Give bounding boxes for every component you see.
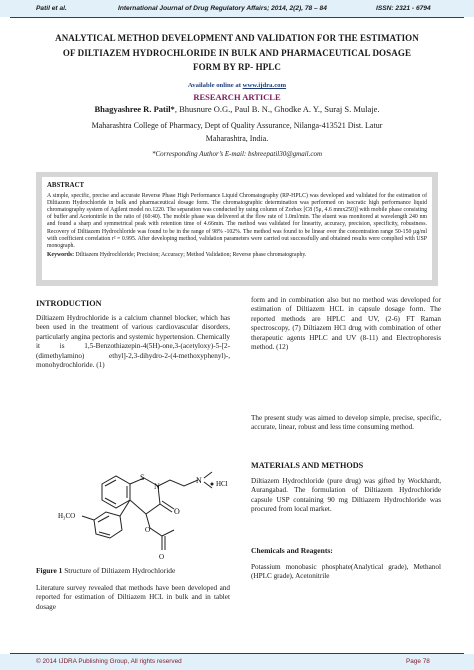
title-line-1: ANALYTICAL METHOD DEVELOPMENT AND VALIDATION FOR THE ESTIMATION	[55, 33, 419, 43]
header-rule	[10, 17, 464, 18]
carbonyl-oxygen-label: O	[174, 507, 180, 516]
keywords-list: Diltiazem Hydrochloride; Precision; Accuracy; Method Validation; Reverse phase chromatography.	[74, 251, 307, 258]
journal-link[interactable]: www.ijdra.com	[242, 82, 287, 89]
chemicals-heading: Chemicals and Reagents:	[251, 546, 333, 555]
figure-1-caption	[36, 566, 175, 575]
intro-paragraph-2: Literature survey revealed that methods have been developed and reported for estimation of Diltiazem HCL in bulk and in tablet dosage	[36, 584, 230, 611]
acetyl-oxygen-label: O	[159, 553, 165, 561]
abstract-box	[42, 177, 432, 280]
right-paragraph-2: The present study was aimed to develop simple, precise, specific, accurate, linear, robust and less time consuming method.	[251, 414, 441, 432]
keywords	[47, 252, 427, 259]
benzo-ring	[102, 476, 130, 508]
intro-paragraph-1: Diltiazem Hydrochloride is a calcium channel blocker, which has been used in the treatment of various cardiovascular disorders, particularly angina pectoris and systemic hypertension. Chemically it is 1,5-Benzothiazepin-4(5H)-one,3-(acetyloxy)-5-[2-(dimethylamino) ethyl]-2,3-dihydro-2-(4-methoxyphenyl)-, monohydrochloride. (1)	[36, 314, 230, 370]
keywords-label: Keywords:	[47, 251, 75, 258]
materials-methods-heading: MATERIALS AND METHODS	[251, 461, 364, 470]
article-title	[14, 31, 460, 75]
hcl-label: HCl	[216, 480, 228, 488]
title-line-2: OF DILTIAZEM HYDROCHLORIDE IN BULK AND PHARMACEUTICAL DOSAGE	[62, 47, 412, 58]
right-paragraph-3: Diltiazem Hydrochloride (pure drug) was gifted by Wockhardt, Aurangabad. The formulation of Diltiazem Hydrochloride capsule USP containing 90 mg Diltiazem Hydrochloride was procured from local market.	[251, 477, 441, 514]
corresponding-author: *Corresponding Author’s E-mail: bshreepatil30@gmail.com	[151, 150, 323, 158]
abstract-heading: ABSTRACT	[47, 182, 85, 189]
footer-copyright: © 2014 IJDRA Publishing Group, All rights reserved	[36, 658, 182, 665]
article-type: RESEARCH ARTICLE	[193, 92, 281, 102]
header-journal: International Journal of Drug Regulatory Affairs; 2014, 2(2), 78 – 84	[118, 5, 327, 12]
sulfur-label: S	[140, 473, 145, 482]
abstract-body: A simple, specific, precise and accurate Reverse Phase High Performance Liquid Chromatography (RP-HPLC) was developed and validated for the estimation of Diltiazem Hydrochloride in bulk and pharmaceutical dosage form. The chromatographic determination was performed on isocratic high performance liquid chromatography system of Agilent model no.1220. The separation was conducted by using column of Zorbax [C8 (5μ, 4.6 mmx250)] with mobile phase consisting of buffer and Acetonitrile in the ratio of (60:40). The mobile phase was delivered at the flow rate of 1.0ml/min. The eluent was monitored at wavelength 240 nm and found a sharp and symmetrical peak with retention time of 4.66min. The method was validated for linearity, accuracy, precision, specificity, robustness. Recovery of Diltiazem Hydrochloride was found to be in the range of 98% -102%. The method was found to be linear over the concentration range 50-150 µg/ml with coefficient correlation r² = 0.995. After developing method, validation parameters were carried out successfully and obtained results were complied with USP monograph.	[47, 193, 427, 249]
figure-label: Figure 1	[36, 566, 63, 575]
co-authors: , Bhusnure O.G., Paul B. N., Ghodke A. Y., Suraj S. Mulaje.	[174, 104, 380, 114]
right-paragraph-4: Potassium monobasic phosphate(Analytical grade), Methanol (HPLC grade), Acetonitrile	[251, 563, 441, 581]
ring-nitrogen-label: N	[154, 482, 160, 491]
affiliation	[60, 119, 414, 145]
methoxy-label: H₃CO	[58, 512, 76, 520]
introduction-heading: INTRODUCTION	[36, 299, 102, 308]
author-list	[0, 104, 474, 114]
diltiazem-structure-diagram	[40, 470, 230, 562]
ester-oxygen-label: O	[145, 526, 151, 534]
figure-caption-text: Structure of Diltiazem Hydrochloride	[62, 566, 176, 575]
right-paragraph-1: form and in combination also but no method was developed for estimation of Diltiazem HCL in capsule dosage form. The reported methods are HPLC and UV, (2-6) FT Raman spectroscopy, (7) Diltiazem HCl drug with combination of other therapeutic agents HPLC and UV (8-11) and Electrophoresis method. (12)	[251, 296, 441, 352]
page-footer	[0, 654, 474, 670]
affiliation-line-2: Maharashtra, India.	[205, 134, 269, 143]
header-issn: ISSN: 2321 - 6794	[376, 5, 431, 12]
header-authors: Patil et al.	[36, 5, 67, 12]
title-line-3: FORM BY RP- HPLC	[192, 62, 281, 72]
available-prefix: Available online at	[187, 82, 243, 89]
affiliation-line-1: Maharashtra College of Pharmacy, Dept of Quality Assurance, Nilanga-413521 Dist. Latur	[91, 121, 383, 130]
available-online	[0, 82, 474, 89]
footer-page-number: Page 78	[406, 658, 430, 665]
salt-dot	[211, 483, 214, 486]
amine-nitrogen-label: N	[196, 476, 202, 485]
running-header	[0, 0, 474, 17]
first-author: Bhagyashree R. Patil*	[94, 104, 175, 114]
